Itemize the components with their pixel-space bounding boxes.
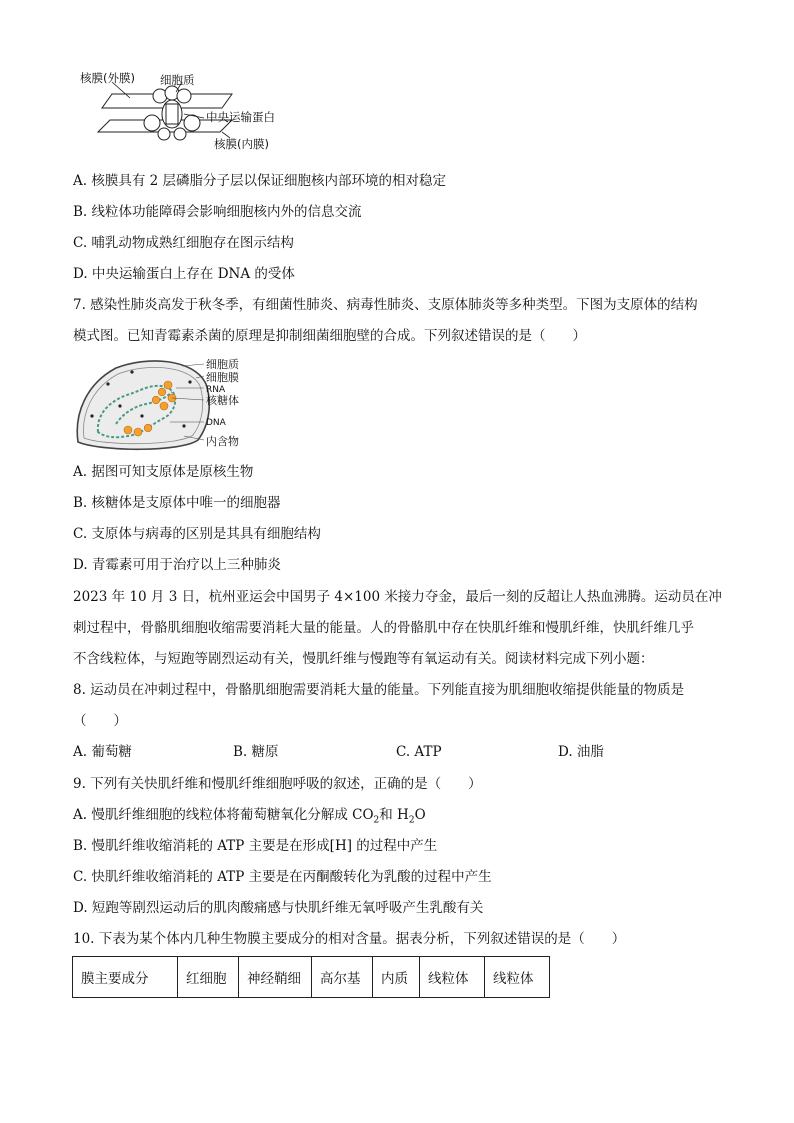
- q6-option-d: D. 中央运输蛋白上存在 DNA 的受体: [73, 266, 295, 282]
- q8-option-d: D. 油脂: [558, 744, 604, 760]
- q8-stem-line1: 8. 运动员在冲刺过程中，骨骼肌细胞需要消耗大量的能量。下列能直接为肌细胞收缩提供能量的物质是: [73, 682, 685, 698]
- membrane-table: [72, 956, 550, 998]
- label-cell-membrane: 细胞膜: [206, 371, 239, 384]
- q9-option-a-text3: O: [414, 807, 426, 823]
- table-header-cell: 膜主要成分: [73, 957, 178, 998]
- q8-stem-line2: （ ）: [73, 713, 127, 729]
- table-header-row: [73, 957, 550, 998]
- table-header-cell: 线粒体: [420, 957, 485, 998]
- q7-option-a: A. 据图可知支原体是原核生物: [73, 464, 254, 480]
- passage-line2: 刺过程中，骨骼肌细胞收缩需要消耗大量的能量。人的骨骼肌中存在快肌纤维和慢肌纤维，快肌纤维几乎: [73, 620, 694, 636]
- q6-option-a: A. 核膜具有 2 层磷脂分子层以保证细胞核内部环境的相对稳定: [73, 173, 447, 189]
- table-header-cell: 线粒体: [485, 957, 550, 998]
- q9-option-a: [73, 806, 426, 830]
- table-header-cell: 高尔基: [312, 957, 373, 998]
- q8-option-c: C. ATP: [396, 744, 442, 760]
- label-ribosome: 核糖体: [206, 394, 239, 407]
- label-cytoplasm: 细胞质: [160, 73, 195, 87]
- table-header-cell: 红细胞: [178, 957, 239, 998]
- table-header-cell: 神经鞘细: [239, 957, 312, 998]
- q7-option-d: D. 青霉素可用于治疗以上三种肺炎: [73, 557, 281, 573]
- q6-option-b: B. 线粒体功能障碍会影响细胞核内外的信息交流: [73, 204, 362, 220]
- q8-option-b: B. 糖原: [233, 744, 279, 760]
- q8-option-a: A. 葡萄糖: [73, 744, 132, 760]
- nuclear-pore-figure: [72, 68, 302, 158]
- q9-option-a-sub2: 2: [408, 815, 415, 826]
- q9-option-a-text1: A. 慢肌纤维细胞的线粒体将葡萄糖氧化分解成 CO: [73, 807, 374, 823]
- q6-option-c: C. 哺乳动物成熟红细胞存在图示结构: [73, 235, 294, 251]
- mycoplasma-figure: [72, 354, 272, 454]
- label-cytoplasm-2: 细胞质: [206, 358, 239, 371]
- q7-stem-line2: 模式图。已知青霉素杀菌的原理是抑制细菌细胞壁的合成。下列叙述错误的是（ ）: [73, 328, 586, 344]
- q7-stem-line1: 7. 感染性肺炎高发于秋冬季，有细菌性肺炎、病毒性肺炎、支原体肺炎等多种类型。下图为支原体的结构: [73, 297, 698, 313]
- q9-stem: 9. 下列有关快肌纤维和慢肌纤维细胞呼吸的叙述，正确的是（ ）: [73, 776, 482, 792]
- label-inclusion: 内含物: [206, 435, 239, 448]
- passage-line3: 不含线粒体，与短跑等剧烈运动有关，慢肌纤维与慢跑等有氧运动有关。阅读材料完成下列小题：: [73, 651, 654, 667]
- q9-option-a-text2: 和 H: [379, 807, 409, 823]
- q7-option-b: B. 核糖体是支原体中唯一的细胞器: [73, 495, 281, 511]
- label-rna: RNA: [206, 385, 226, 395]
- label-inner-membrane: 核膜(内膜): [214, 137, 269, 151]
- q10-stem: 10. 下表为某个体内几种生物膜主要成分的相对含量。据表分析，下列叙述错误的是（ ）: [73, 931, 626, 947]
- q9-option-a-sub1: 2: [373, 815, 380, 826]
- label-central-transport-protein: 中央运输蛋白: [206, 110, 275, 124]
- q7-option-c: C. 支原体与病毒的区别是其具有细胞结构: [73, 526, 321, 542]
- label-dna: DNA: [206, 418, 226, 428]
- passage-line1: 2023 年 10 月 3 日，杭州亚运会中国男子 4×100 米接力夺金，最后一刻的反超让人热血沸腾。运动员在冲: [73, 589, 722, 605]
- q9-option-c: C. 快肌纤维收缩消耗的 ATP 主要是在丙酮酸转化为乳酸的过程中产生: [73, 869, 492, 885]
- q9-option-d: D. 短跑等剧烈运动后的肌肉酸痛感与快肌纤维无氧呼吸产生乳酸有关: [73, 900, 484, 916]
- label-outer-membrane: 核膜(外膜): [80, 71, 135, 85]
- q9-option-b: B. 慢肌纤维收缩消耗的 ATP 主要是在形成[H] 的过程中产生: [73, 838, 438, 854]
- table-header-cell: 内质: [373, 957, 420, 998]
